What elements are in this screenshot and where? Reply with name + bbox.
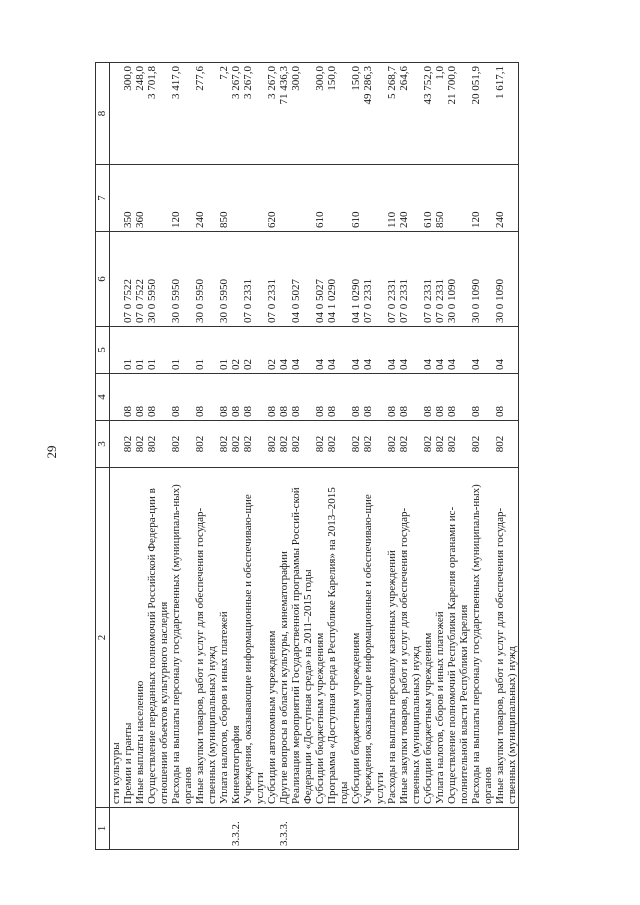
cell-code [194, 808, 218, 850]
cell-ministry: 802 [422, 421, 434, 468]
cell-expense [110, 165, 123, 232]
table-row [242, 63, 266, 850]
cell-name: Расходы на выплаты персоналу казенных учреждений [386, 468, 398, 808]
cell-target: 30 0 5950 [170, 232, 194, 327]
page-number: 29 [44, 445, 59, 459]
cell-amount: 21 700,0 [446, 63, 470, 165]
cell-ministry: 802 [278, 421, 290, 468]
cell-code [494, 808, 519, 850]
cell-code [386, 808, 398, 850]
cell-amount: 71 436,3 [278, 63, 290, 165]
cell-expense: 110 [386, 165, 398, 232]
cell-ministry: 802 [446, 421, 470, 468]
cell-amount: 5 268,7 [386, 63, 398, 165]
cell-target [110, 232, 123, 327]
cell-section: 08 [314, 374, 326, 421]
cell-section: 08 [470, 374, 494, 421]
cell-code [266, 808, 278, 850]
cell-amount: 150,0 [326, 63, 350, 165]
cell-amount: 7,2 [218, 63, 230, 165]
cell-code [446, 808, 470, 850]
cell-ministry: 802 [350, 421, 362, 468]
table-header-row [96, 63, 110, 850]
cell-ministry: 802 [434, 421, 446, 468]
cell-target: 30 0 1090 [470, 232, 494, 327]
cell-ministry: 802 [470, 421, 494, 468]
cell-target: 07 0 2331 [242, 232, 266, 327]
header-col-1: 1 [96, 808, 110, 850]
cell-name: Иные выплаты населению [134, 468, 146, 808]
cell-name: Премии и гранты [122, 468, 134, 808]
cell-section: 08 [326, 374, 350, 421]
table-row [494, 63, 519, 850]
cell-section: 08 [170, 374, 194, 421]
budget-table [95, 62, 519, 850]
cell-ministry: 802 [122, 421, 134, 468]
cell-name: Кинематография [230, 468, 242, 808]
cell-amount: 1,0 [434, 63, 446, 165]
cell-code [434, 808, 446, 850]
cell-name: Субсидии бюджетным учреждениям [314, 468, 326, 808]
cell-target: 30 0 5950 [194, 232, 218, 327]
cell-section: 08 [398, 374, 422, 421]
cell-target: 04 1 0290 [326, 232, 350, 327]
cell-name: Осуществление полномочий Республики Карелия органами ис-полнительной власти Республики Карелия [446, 468, 470, 808]
cell-subsection: 04 [446, 327, 470, 374]
cell-ministry: 802 [266, 421, 278, 468]
cell-ministry: 802 [242, 421, 266, 468]
cell-subsection: 04 [326, 327, 350, 374]
cell-name: Учреждения, оказывающие информационные и обеспечиваю-щие услуги [362, 468, 386, 808]
cell-amount: 300,0 [314, 63, 326, 165]
header-col-8: 8 [96, 63, 110, 165]
cell-expense [290, 165, 314, 232]
cell-target: 07 0 2331 [398, 232, 422, 327]
cell-subsection: 01 [122, 327, 134, 374]
cell-target: 07 0 2331 [266, 232, 278, 327]
cell-name: Уплата налогов, сборов и иных платежей [434, 468, 446, 808]
cell-target: 04 0 5027 [290, 232, 314, 327]
cell-section [110, 374, 123, 421]
cell-section: 08 [278, 374, 290, 421]
cell-section: 08 [218, 374, 230, 421]
cell-ministry: 802 [170, 421, 194, 468]
cell-code [470, 808, 494, 850]
cell-expense: 360 [134, 165, 146, 232]
cell-expense: 240 [494, 165, 519, 232]
cell-subsection: 04 [470, 327, 494, 374]
cell-amount: 3 267,0 [266, 63, 278, 165]
cell-target: 04 1 0290 [350, 232, 362, 327]
cell-code [398, 808, 422, 850]
cell-name: Субсидии автономным учреждениям [266, 468, 278, 808]
cell-subsection: 04 [290, 327, 314, 374]
cell-name: Реализация мероприятий Государственной программы Россий-ской Федерации «Доступная среда» на 2011–2015 годы [290, 468, 314, 808]
cell-expense: 610 [350, 165, 362, 232]
cell-amount: 300,0 [290, 63, 314, 165]
cell-subsection: 01 [146, 327, 170, 374]
cell-code: 3.3.3. [278, 808, 290, 850]
table-row [386, 63, 398, 850]
cell-section: 08 [146, 374, 170, 421]
cell-expense: 350 [122, 165, 134, 232]
cell-subsection: 01 [134, 327, 146, 374]
cell-section: 08 [362, 374, 386, 421]
cell-ministry: 802 [314, 421, 326, 468]
cell-target [230, 232, 242, 327]
table-row [434, 63, 446, 850]
cell-ministry: 802 [326, 421, 350, 468]
cell-section: 08 [122, 374, 134, 421]
table-row [170, 63, 194, 850]
cell-subsection: 04 [362, 327, 386, 374]
cell-expense: 610 [422, 165, 434, 232]
cell-amount: 49 286,3 [362, 63, 386, 165]
cell-section: 08 [350, 374, 362, 421]
cell-target [278, 232, 290, 327]
cell-subsection: 01 [170, 327, 194, 374]
cell-name: Иные закупки товаров, работ и услуг для обеспечения государ-ственных (муниципальных) нужд [494, 468, 519, 808]
cell-section: 08 [134, 374, 146, 421]
cell-name: Иные закупки товаров, работ и услуг для обеспечения государ-ственных (муниципальных) нужд [398, 468, 422, 808]
cell-code [326, 808, 350, 850]
cell-expense: 850 [434, 165, 446, 232]
cell-subsection: 04 [422, 327, 434, 374]
cell-ministry: 802 [494, 421, 519, 468]
header-col-4: 4 [96, 374, 110, 421]
cell-section: 08 [290, 374, 314, 421]
cell-section: 08 [386, 374, 398, 421]
cell-ministry: 802 [146, 421, 170, 468]
cell-ministry: 802 [194, 421, 218, 468]
cell-amount: 264,6 [398, 63, 422, 165]
cell-name: Учреждения, оказывающие информационные и обеспечиваю-щие услуги [242, 468, 266, 808]
cell-ministry: 802 [386, 421, 398, 468]
table-row [446, 63, 470, 850]
cell-target: 07 0 2331 [362, 232, 386, 327]
cell-target: 07 0 2331 [434, 232, 446, 327]
cell-name: Расходы на выплаты персоналу государственных (муниципаль-ных) органов [470, 468, 494, 808]
cell-amount: 300,0 [122, 63, 134, 165]
cell-subsection: 04 [386, 327, 398, 374]
cell-target: 30 0 1090 [494, 232, 519, 327]
cell-subsection: 04 [314, 327, 326, 374]
table-row [230, 63, 242, 850]
cell-amount: 248,0 [134, 63, 146, 165]
cell-name: Иные закупки товаров, работ и услуг для обеспечения государ-ственных (муниципальных) нужд [194, 468, 218, 808]
cell-amount: 43 752,0 [422, 63, 434, 165]
cell-expense: 240 [194, 165, 218, 232]
cell-name: Программа «Доступная среда в Республике Карелия» на 2013–2015 годы [326, 468, 350, 808]
cell-subsection: 04 [350, 327, 362, 374]
cell-code [110, 808, 123, 850]
cell-expense [446, 165, 470, 232]
table-row [350, 63, 362, 850]
cell-expense [278, 165, 290, 232]
header-col-3: 3 [96, 421, 110, 468]
cell-name: Осуществление переданных полномочий Российской Федера-ции в отношении объектов культурного наследия [146, 468, 170, 808]
table-row [278, 63, 290, 850]
cell-amount: 3 267,0 [242, 63, 266, 165]
cell-name: Другие вопросы в области культуры, кинематографии [278, 468, 290, 808]
cell-code [134, 808, 146, 850]
header-col-6: 6 [96, 232, 110, 327]
cell-target: 07 0 2331 [386, 232, 398, 327]
cell-ministry: 802 [398, 421, 422, 468]
header-col-5: 5 [96, 327, 110, 374]
table-row [362, 63, 386, 850]
header-col-7: 7 [96, 165, 110, 232]
cell-subsection: 01 [194, 327, 218, 374]
cell-expense: 610 [314, 165, 326, 232]
cell-code [350, 808, 362, 850]
cell-target: 04 0 5027 [314, 232, 326, 327]
cell-target: 30 0 5950 [146, 232, 170, 327]
cell-name: Уплата налогов, сборов и иных платежей [218, 468, 230, 808]
cell-code [362, 808, 386, 850]
table-row [290, 63, 314, 850]
cell-amount: 1 617,1 [494, 63, 519, 165]
cell-amount: 3 417,0 [170, 63, 194, 165]
cell-code [218, 808, 230, 850]
cell-subsection: 04 [398, 327, 422, 374]
cell-expense: 120 [470, 165, 494, 232]
cell-subsection: 04 [434, 327, 446, 374]
cell-expense [362, 165, 386, 232]
cell-amount: 3 701,8 [146, 63, 170, 165]
cell-expense [230, 165, 242, 232]
cell-section: 08 [446, 374, 470, 421]
table-row [470, 63, 494, 850]
cell-code [290, 808, 314, 850]
table-row [194, 63, 218, 850]
cell-section: 08 [494, 374, 519, 421]
cell-subsection: 02 [230, 327, 242, 374]
cell-target: 30 0 1090 [446, 232, 470, 327]
table-body [110, 63, 519, 850]
table-row [422, 63, 434, 850]
table-row [314, 63, 326, 850]
cell-section: 08 [266, 374, 278, 421]
header-col-2: 2 [96, 468, 110, 808]
cell-subsection: 02 [266, 327, 278, 374]
cell-amount [110, 63, 123, 165]
cell-ministry: 802 [362, 421, 386, 468]
cell-name: Субсидии бюджетным учреждениям [422, 468, 434, 808]
cell-expense [326, 165, 350, 232]
table-row [122, 63, 134, 850]
cell-name: Расходы на выплаты персоналу государственных (муниципаль-ных) органов [170, 468, 194, 808]
cell-code [122, 808, 134, 850]
cell-amount: 20 051,9 [470, 63, 494, 165]
cell-target: 07 0 7522 [122, 232, 134, 327]
cell-target: 07 0 7522 [134, 232, 146, 327]
cell-section: 08 [194, 374, 218, 421]
cell-name: сти культуры [110, 468, 123, 808]
cell-amount: 277,6 [194, 63, 218, 165]
cell-expense: 240 [398, 165, 422, 232]
cell-target: 07 0 2331 [422, 232, 434, 327]
cell-section: 08 [422, 374, 434, 421]
cell-name: Субсидии бюджетным учреждениям [350, 468, 362, 808]
cell-expense: 120 [170, 165, 194, 232]
cell-section: 08 [434, 374, 446, 421]
cell-code [170, 808, 194, 850]
cell-ministry: 802 [230, 421, 242, 468]
table-row [266, 63, 278, 850]
cell-section: 08 [242, 374, 266, 421]
table-row [398, 63, 422, 850]
cell-subsection: 04 [494, 327, 519, 374]
cell-ministry: 802 [290, 421, 314, 468]
table-row [146, 63, 170, 850]
cell-ministry: 802 [218, 421, 230, 468]
table-row [110, 63, 123, 850]
cell-expense: 850 [218, 165, 230, 232]
cell-expense: 620 [266, 165, 278, 232]
table-row [134, 63, 146, 850]
cell-subsection: 02 [242, 327, 266, 374]
cell-amount: 150,0 [350, 63, 362, 165]
cell-ministry [110, 421, 123, 468]
cell-ministry: 802 [134, 421, 146, 468]
cell-code [242, 808, 266, 850]
cell-amount: 3 267,0 [230, 63, 242, 165]
cell-subsection: 04 [278, 327, 290, 374]
cell-target: 30 0 5950 [218, 232, 230, 327]
cell-subsection: 01 [218, 327, 230, 374]
table-row [326, 63, 350, 850]
cell-code [422, 808, 434, 850]
cell-expense [146, 165, 170, 232]
cell-code [314, 808, 326, 850]
cell-code: 3.3.2. [230, 808, 242, 850]
cell-code [146, 808, 170, 850]
table-row [218, 63, 230, 850]
cell-expense [242, 165, 266, 232]
cell-section: 08 [230, 374, 242, 421]
cell-subsection [110, 327, 123, 374]
